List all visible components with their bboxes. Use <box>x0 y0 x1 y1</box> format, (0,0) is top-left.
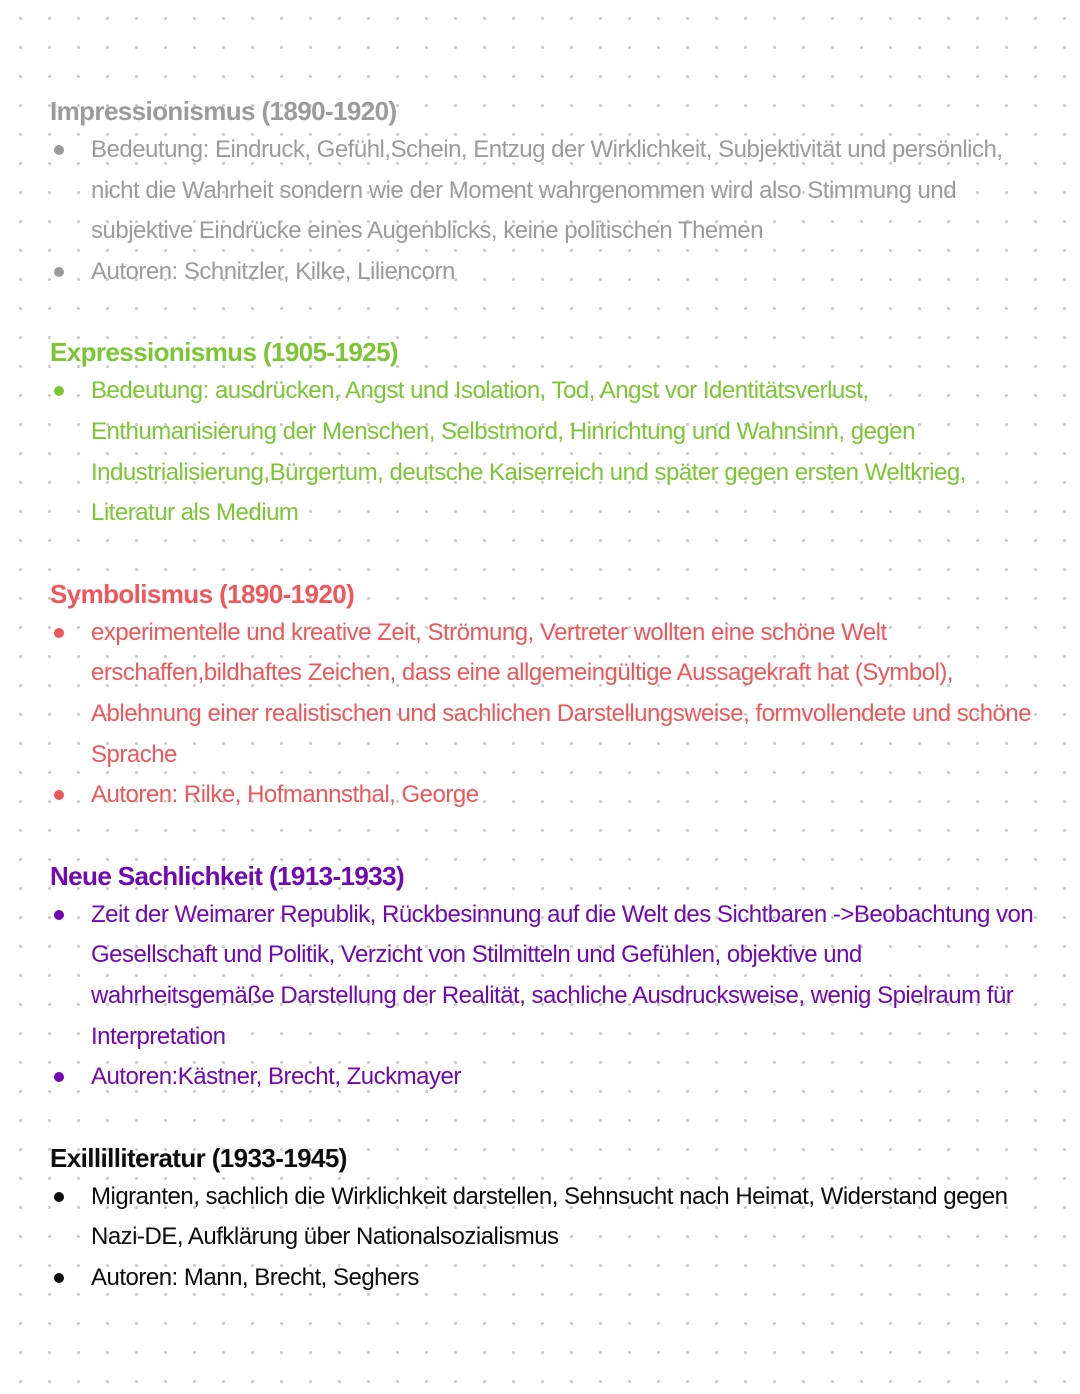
section-heading: Expressionismus (1905-1925) <box>50 337 398 368</box>
list-item-text: Autoren:Kästner, Brecht, Zuckmayer <box>91 1063 461 1091</box>
list-item-text: Zeit der Weimarer Republik, Rückbesinnung auf die Welt des Sichtbaren ->Beobachtung von Gesellschaft und Politik, Verzicht von Stilmitteln und Gefühlen, objektive und wahrheitsgemäße Darstellung der Realität, sachliche Ausdrucksweise, wenig Spielraum für Interpretation <box>91 900 1034 1050</box>
bullet-list <box>50 371 1040 533</box>
bullet-dot-icon <box>54 267 64 277</box>
notes-page <box>50 92 1040 1339</box>
section-heading: Symbolismus (1890-1920) <box>50 578 355 609</box>
bullet-list <box>50 895 1040 1098</box>
section-expressionismus <box>50 333 1040 533</box>
list-item <box>50 775 1040 816</box>
bullet-dot-icon <box>54 386 64 396</box>
bullet-dot-icon <box>54 628 64 638</box>
list-item-text: Autoren: Schnitzler, Kilke, Liliencorn <box>91 257 455 285</box>
bullet-list <box>50 613 1040 816</box>
bullet-list <box>50 1177 1040 1299</box>
section-heading: Impressionismus (1890-1920) <box>50 96 397 126</box>
list-item-text: Autoren: Mann, Brecht, Seghers <box>91 1263 419 1291</box>
bullet-dot-icon <box>54 910 64 920</box>
list-item <box>50 1177 1040 1258</box>
bullet-dot-icon <box>54 790 64 800</box>
bullet-dot-icon <box>54 145 64 155</box>
list-item <box>50 895 1040 1057</box>
list-item-text: Bedeutung: Eindruck, Gefühl,Schein, Entzug der Wirklichkeit, Subjektivität und persönlich, nicht die Wahrheit sondern wie der Moment wahrgenommen wird also Stimmung und subjektive Eindrücke eines Augenblicks, keine politischen Themen <box>91 136 1003 245</box>
list-item-text: experimentelle und kreative Zeit, Strömung, Vertreter wollten eine schöne Welt erschaffen,bildhaftes Zeichen, dass eine allgemeingültige Aussagekraft hat (Symbol), Ablehnung einer realistischen und sachlichen Darstellungsweise, formvollendete und schöne Sprache <box>91 618 1032 768</box>
bullet-list <box>50 130 1040 292</box>
section-neue-sachlichkeit <box>50 857 1040 1098</box>
section-heading: Neue Sachlichkeit (1913-1933) <box>50 860 405 891</box>
section-symbolismus <box>50 575 1040 816</box>
bullet-dot-icon <box>54 1072 64 1082</box>
list-item <box>50 130 1040 252</box>
list-item <box>50 252 1040 293</box>
list-item-text: Autoren: Rilke, Hofmannsthal, George <box>91 781 479 809</box>
bullet-dot-icon <box>54 1273 64 1283</box>
list-item-text: Migranten, sachlich die Wirklichkeit darstellen, Sehnsucht nach Heimat, Widerstand gegen Nazi-DE, Aufklärung über Nationalsozialismus <box>91 1182 1008 1251</box>
list-item <box>50 613 1040 775</box>
list-item <box>50 1258 1040 1299</box>
section-heading: Exillilliteratur (1933-1945) <box>50 1142 347 1173</box>
list-item-text: Bedeutung: ausdrücken, Angst und Isolation, Tod, Angst vor Identitätsverlust, Enthumanisierung der Menschen, Selbstmord, Hinrichtung und Wahnsinn, gegen Industrialisierung,Bürgertum, deutsche Kaiserreich und später gegen ersten Weltkrieg, Literatur als Medium <box>91 377 966 527</box>
list-item <box>50 371 1040 533</box>
section-impressionismus <box>50 92 1040 292</box>
bullet-dot-icon <box>54 1192 64 1202</box>
section-exilliteratur <box>50 1139 1040 1299</box>
list-item <box>50 1057 1040 1098</box>
